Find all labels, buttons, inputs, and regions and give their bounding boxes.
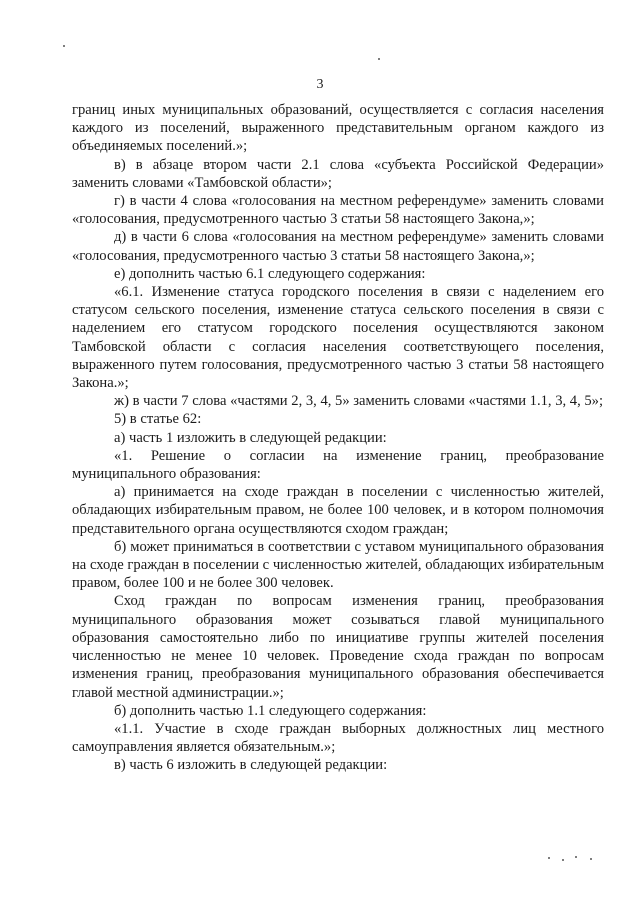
scan-speck (562, 859, 564, 861)
paragraph-6: «6.1. Изменение статуса городского поселения в связи с наделением его статусом сельского поселения, изменение статуса сельского поселения в связи с наделением его статусом городского поселения осуществляются законом Тамбовской области с согласия населения соответствующего поселения, выраженного путем голосования, предусмотренного частью 3 статьи 58 настоящего Закона.»; (72, 284, 604, 392)
paragraph-15: «1.1. Участие в сходе граждан выборных должностных лиц местного самоуправления является обязательным.»; (72, 720, 604, 756)
paragraph-13: Сход граждан по вопросам изменения границ, преобразования муниципального образования может созываться главой муниципального образования самостоятельно либо по инициативе группы жителей поселения численностью не менее 10 человек. Проведение схода граждан по вопросам изменения границ, преобразования муниципального образования обеспечивается главой местной администрации.»; (72, 593, 604, 701)
page-number: 3 (316, 77, 324, 92)
paragraph-8: 5) в статье 62: (114, 411, 202, 428)
scan-speck (548, 857, 550, 859)
paragraph-5: е) дополнить частью 6.1 следующего содержания: (114, 265, 426, 282)
scan-speck (575, 856, 577, 858)
paragraph-11: а) принимается на сходе граждан в поселении с численностью жителей, обладающих избирательным правом, не более 100 человек, и в котором полномочия представительного органа осуществляются сходом граждан; (72, 484, 604, 537)
document-body (72, 101, 604, 775)
paragraph-14: б) дополнить частью 1.1 следующего содержания: (114, 702, 427, 719)
paragraph-4: д) в части 6 слова «голосования на местном референдуме» заменить словами «голосования, предусмотренного частью 3 статьи 58 настоящего Закона,»; (72, 229, 604, 264)
paragraph-3: г) в части 4 слова «голосования на местном референдуме» заменить словами «голосования, предусмотренного частью 3 статьи 58 настоящего Закона,»; (72, 193, 604, 228)
paragraph-9: а) часть 1 изложить в следующей редакции: (114, 429, 387, 446)
paragraph-1: границ иных муниципальных образований, осуществляется с согласия населения каждого из поселений, выраженного представительным органом каждого из объединяемых поселений.»; (72, 102, 604, 155)
paragraph-12: б) может приниматься в соответствии с уставом муниципального образования на сходе граждан в поселении с численностью жителей, обладающих избирательным правом, более 100 и не более 300 человек. (72, 538, 604, 592)
paragraph-16: в) часть 6 изложить в следующей редакции: (114, 757, 388, 774)
paragraph-7: ж) в части 7 слова «частями 2, 3, 4, 5» заменить словами «частями 1.1, 3, 4, 5»; (114, 393, 604, 410)
paragraph-10: «1. Решение о согласии на изменение границ, преобразование муниципального образования: (72, 447, 604, 483)
scan-speck (590, 858, 592, 860)
paragraph-2: в) в абзаце втором части 2.1 слова «субъекта Российской Федерации» заменить словами «Тамбовской области»; (72, 156, 604, 191)
scan-speck (63, 45, 65, 47)
scan-speck (378, 58, 380, 60)
